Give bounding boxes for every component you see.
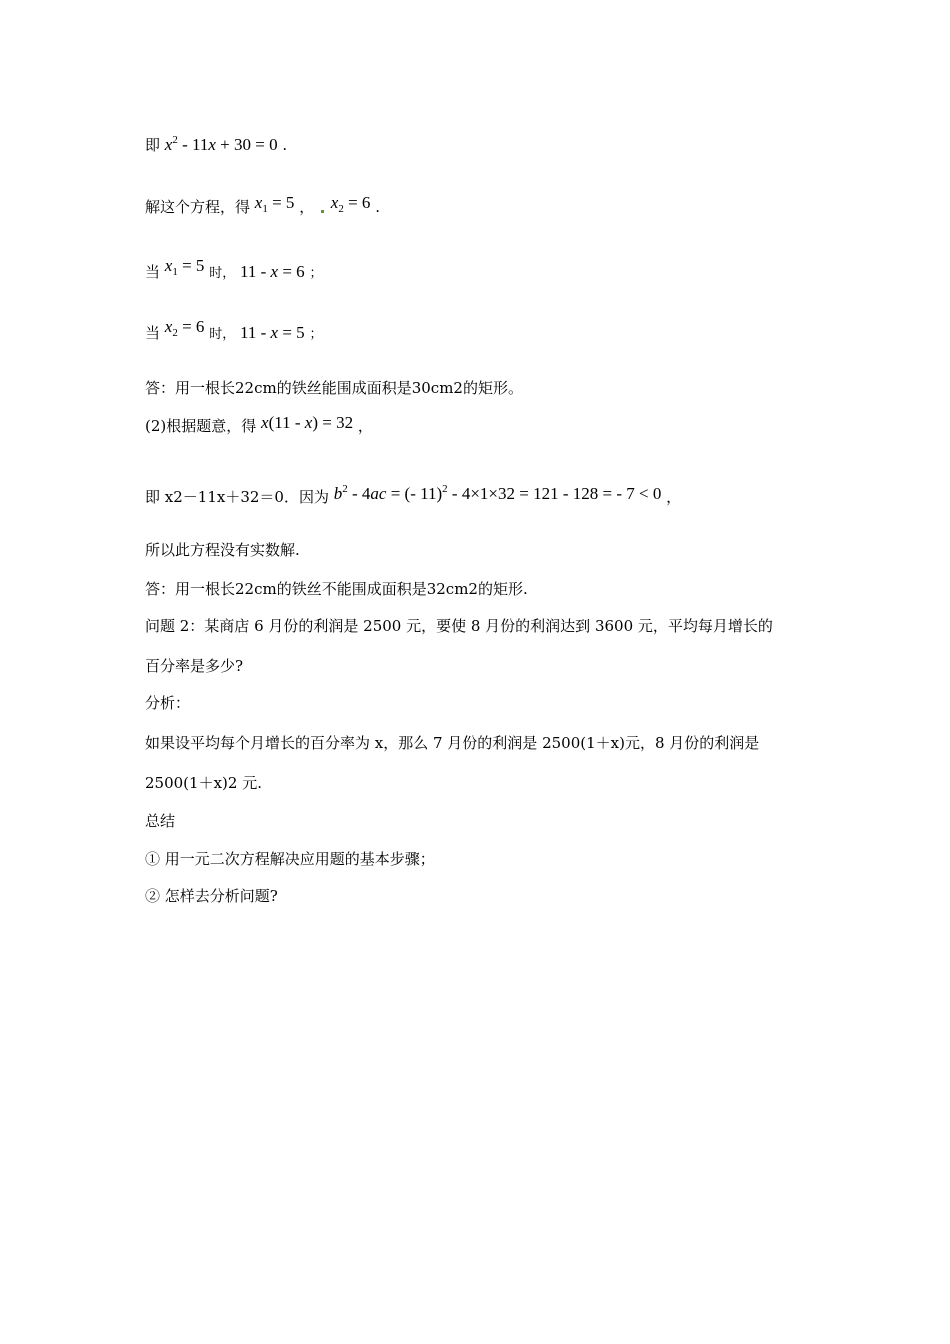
- analysis-heading: 分析：: [145, 694, 191, 712]
- equation-line-4: [145, 317, 323, 349]
- case-expression: 11 - x = 6: [240, 262, 305, 281]
- summary-heading: 总结: [145, 812, 176, 830]
- line-end: .: [375, 198, 380, 216]
- line-mid: 时，: [209, 327, 236, 342]
- line-prefix: 当: [145, 263, 161, 281]
- conclusion-line: 所以此方程没有实数解.: [145, 541, 300, 559]
- answer-line-2: 答：用一根长22cm的铁丝不能围成面积是32cm2的矩形.: [145, 580, 528, 598]
- line-prefix: 解这个方程，得: [145, 198, 251, 216]
- quadratic-equation: $x^2 - 11x + 30 = 0$: [164, 134, 278, 154]
- line-end: ；: [309, 327, 323, 342]
- line-prefix: 当: [145, 324, 161, 342]
- line-end: ，: [357, 417, 373, 435]
- separator: ，: [299, 198, 315, 216]
- equation-line-6: [145, 413, 373, 436]
- equation-line-2: [145, 193, 380, 223]
- analysis-line-1: 如果设平均每个月增长的百分率为 x，那么 7 月份的利润是 2500(1＋x)元，8 月份的利润是: [145, 734, 760, 752]
- case-x1: $x_1 = 5$: [164, 256, 205, 278]
- discriminant-line: [145, 482, 681, 507]
- discriminant-expression: $b^2 - 4ac$ = (- 11)$^2$ - 4×1×32 = 121 - 128 = - 7 < 0: [333, 483, 662, 503]
- root-x2: $x_2 = 6$: [330, 193, 371, 215]
- problem-2-line-2: 百分率是多少?: [145, 657, 244, 675]
- analysis-line-2: 2500(1＋x)2 元.: [145, 774, 262, 792]
- line-prefix: 即 x2－11x＋32＝0．因为: [145, 488, 329, 506]
- summary-item-2: ② 怎样去分析问题?: [145, 887, 278, 905]
- line-end: .: [282, 136, 288, 154]
- line-end: ，: [666, 488, 682, 506]
- line-mid: 时，: [209, 266, 236, 281]
- equation-32: x(11 - x) = 32: [261, 413, 354, 432]
- line-prefix: (2)根据题意，得: [145, 417, 257, 435]
- marker-icon: [321, 210, 324, 213]
- equation-line-3: [145, 256, 323, 288]
- equation-line-1: [145, 130, 287, 155]
- case-expression: 11 - x = 5: [240, 323, 305, 342]
- line-end: ；: [309, 266, 323, 281]
- problem-2-line-1: 问题 2：某商店 6 月份的利润是 2500 元，要使 8 月份的利润达到 3600 元，平均每月增长的: [145, 617, 773, 635]
- root-x1: $x_1 = 5$: [254, 193, 295, 215]
- answer-line-1: 答：用一根长22cm的铁丝能围成面积是30cm2的矩形。: [145, 379, 523, 397]
- case-x2: $x_2 = 6$: [164, 317, 205, 339]
- summary-item-1: ① 用一元二次方程解决应用题的基本步骤；: [145, 850, 435, 868]
- line-prefix: 即: [145, 136, 161, 154]
